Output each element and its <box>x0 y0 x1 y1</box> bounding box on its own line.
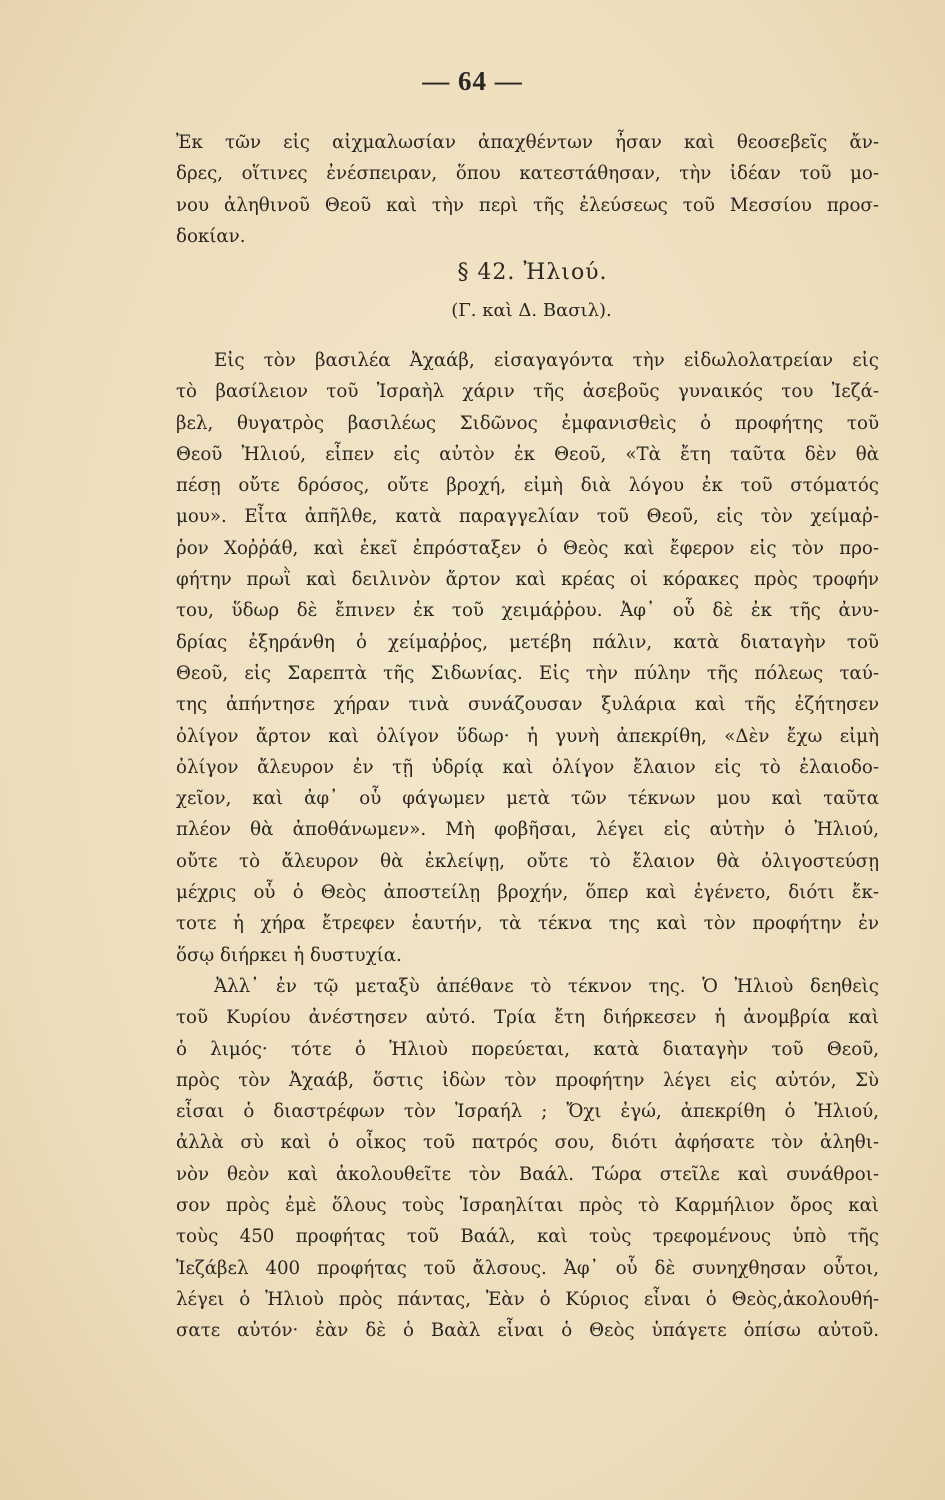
text-line: τὸ βασίλειον τοῦ Ἰσραὴλ χάριν τῆς ἀσεβοῦς γυναικός του Ἰεζά- <box>176 381 879 403</box>
text-line: μέχρις οὗ ὁ Θεὸς ἀποστείλῃ βροχήν, ὅπερ καὶ ἐγένετο, διότι ἔκ- <box>176 882 879 904</box>
text-line: δρίας ἐξηράνθη ὁ χείμαῤῥος, μετέβη πάλιν, κατὰ διαταγὴν τοῦ <box>176 631 879 653</box>
text-line: πρὸς τὸν Ἀχαάβ, ὅστις ἰδὼν τὸν προφήτην λέγει εἰς αὐτόν, Σὺ <box>176 1069 879 1091</box>
text-line: λέγει ὁ Ἠλιοὺ πρὸς πάντας, Ἐὰν ὁ Κύριος εἶναι ὁ Θεὸς,ἀκολουθή- <box>176 1288 879 1310</box>
body-text <box>176 345 879 1347</box>
section-subheading: (Γ. καὶ Δ. Βασιλ). <box>451 300 612 321</box>
text-line: Θεοῦ, εἰς Σαρεπτὰ τῆς Σιδωνίας. Εἰς τὴν πύλην τῆς πόλεως ταύ- <box>176 662 879 684</box>
text-line: της ἀπήντησε χήραν τινὰ συνάζουσαν ξυλάρια καὶ τῆς ἐζήτησεν <box>176 694 879 716</box>
text-line: πέσῃ οὔτε δρόσος, οὔτε βροχή, εἰμὴ διὰ λόγου ἐκ τοῦ στόματός <box>176 475 879 497</box>
section-heading: § 42. Ἠλιού. <box>457 260 608 285</box>
text-line: νὸν θεὸν καὶ ἀκολουθεῖτε τὸν Βαάλ. Τώρα στεῖλε καὶ συνάθροι- <box>176 1163 879 1185</box>
text-line: Ἀλλ᾽ ἐν τῷ μεταξὺ ἀπέθανε τὸ τέκνον της. Ὁ Ἠλιοὺ δεηθεὶς <box>214 975 879 997</box>
intro-paragraph <box>176 127 879 252</box>
text-line: τοὺς 450 προφήτας τοῦ Βαάλ, καὶ τοὺς τρεφομένους ὑπὸ τῆς <box>176 1226 879 1248</box>
page-number: — 64 — <box>422 66 523 96</box>
text-line: ὁ λιμός· τότε ὁ Ἠλιοὺ πορεύεται, κατὰ διαταγὴν τοῦ Θεοῦ, <box>176 1038 879 1060</box>
text-line: Ἐκ τῶν εἰς αἰχμαλωσίαν ἀπαχθέντων ἦσαν καὶ θεοσεβεῖς ἄν- <box>176 132 879 153</box>
text-line: σον πρὸς ἐμὲ ὅλους τοὺς Ἰσραηλίται πρὸς τὸ Καρμήλιον ὄρος καὶ <box>176 1195 879 1217</box>
text-line: τοτε ἡ χήρα ἔτρεφεν ἑαυτήν, τὰ τέκνα της καὶ τὸν προφήτην ἐν <box>176 913 879 935</box>
text-line: σατε αὐτόν· ἐὰν δὲ ὁ Βαὰλ εἶναι ὁ Θεὸς ὑπάγετε ὀπίσω αὐτοῦ. <box>176 1320 879 1342</box>
text-line: χεῖον, καὶ ἀφ᾽ οὗ φάγωμεν μετὰ τῶν τέκνων μου καὶ ταῦτα <box>176 788 879 810</box>
text-line: ὅσῳ διήρκει ἡ δυστυχία. <box>176 944 402 966</box>
text-line: οὔτε τὸ ἄλευρον θὰ ἐκλείψῃ, οὔτε τὸ ἔλαιον θὰ ὀλιγοστεύσῃ <box>176 850 879 872</box>
text-line: του, ὕδωρ δὲ ἔπινεν ἐκ τοῦ χειμάῤῥου. Ἀφ᾽ οὗ δὲ ἐκ τῆς ἀνυ- <box>176 600 879 622</box>
text-line: νου ἀληθινοῦ Θεοῦ καὶ τὴν περὶ τῆς ἐλεύσεως τοῦ Μεσσίου προσ- <box>176 194 879 216</box>
text-line: εἶσαι ὁ διαστρέφων τὸν Ἰσραήλ ; Ὄχι ἐγώ, ἀπεκρίθη ὁ Ἠλιού, <box>176 1101 879 1123</box>
text-line: πλέον θὰ ἀποθάνωμεν». Μὴ φοβῆσαι, λέγει εἰς αὐτὴν ὁ Ἠλιού, <box>176 819 879 841</box>
text-line: Ἰεζάβελ 400 προφήτας τοῦ ἄλσους. Ἀφ᾽ οὗ δὲ συνηχθησαν οὗτοι, <box>176 1257 879 1279</box>
text-line: ἀλλὰ σὺ καὶ ὁ οἶκος τοῦ πατρός σου, διότι ἀφήσατε τὸν ἀληθι- <box>176 1132 879 1154</box>
text-line: Θεοῦ Ἠλιού, εἶπεν εἰς αὐτὸν ἐκ Θεοῦ, «Τὰ ἔτη ταῦτα δὲν θὰ <box>176 443 879 465</box>
text-line: ῥον Χοῤῥάθ, καὶ ἐκεῖ ἐπρόσταξεν ὁ Θεὸς καὶ ἔφερον εἰς τὸν προ- <box>176 537 879 559</box>
text-line: βελ, θυγατρὸς βασιλέως Σιδῶνος ἐμφανισθεὶς ὁ προφήτης τοῦ <box>176 412 879 434</box>
text-line: ὀλίγον ἄλευρον ἐν τῇ ὑδρίᾳ καὶ ὀλίγον ἔλαιον εἰς τὸ ἐλαιοδο- <box>176 756 879 778</box>
text-line: ὀλίγον ἄρτον καὶ ὀλίγον ὕδωρ· ἡ γυνὴ ἀπεκρίθη, «Δὲν ἔχω εἰμὴ <box>176 725 879 747</box>
text-line: φήτην πρωῒ καὶ δειλινὸν ἄρτον καὶ κρέας οἱ κόρακες πρὸς τροφήν <box>176 569 879 591</box>
text-line: Εἰς τὸν βασιλέα Ἀχαάβ, εἰσαγαγόντα τὴν εἰδωλολατρείαν εἰς <box>214 350 879 371</box>
text-line: δοκίαν. <box>176 225 246 247</box>
text-line: δρες, οἵτινες ἐνέσπειραν, ὅπου κατεστάθησαν, τὴν ἰδέαν τοῦ μο- <box>176 163 879 185</box>
text-line: τοῦ Κυρίου ἀνέστησεν αὐτό. Τρία ἔτη διήρκεσεν ἡ ἀνομβρία καὶ <box>176 1007 879 1029</box>
text-line: μου». Εἶτα ἀπῆλθε, κατὰ παραγγελίαν τοῦ Θεοῦ, εἰς τὸν χείμαῤ- <box>176 506 879 528</box>
